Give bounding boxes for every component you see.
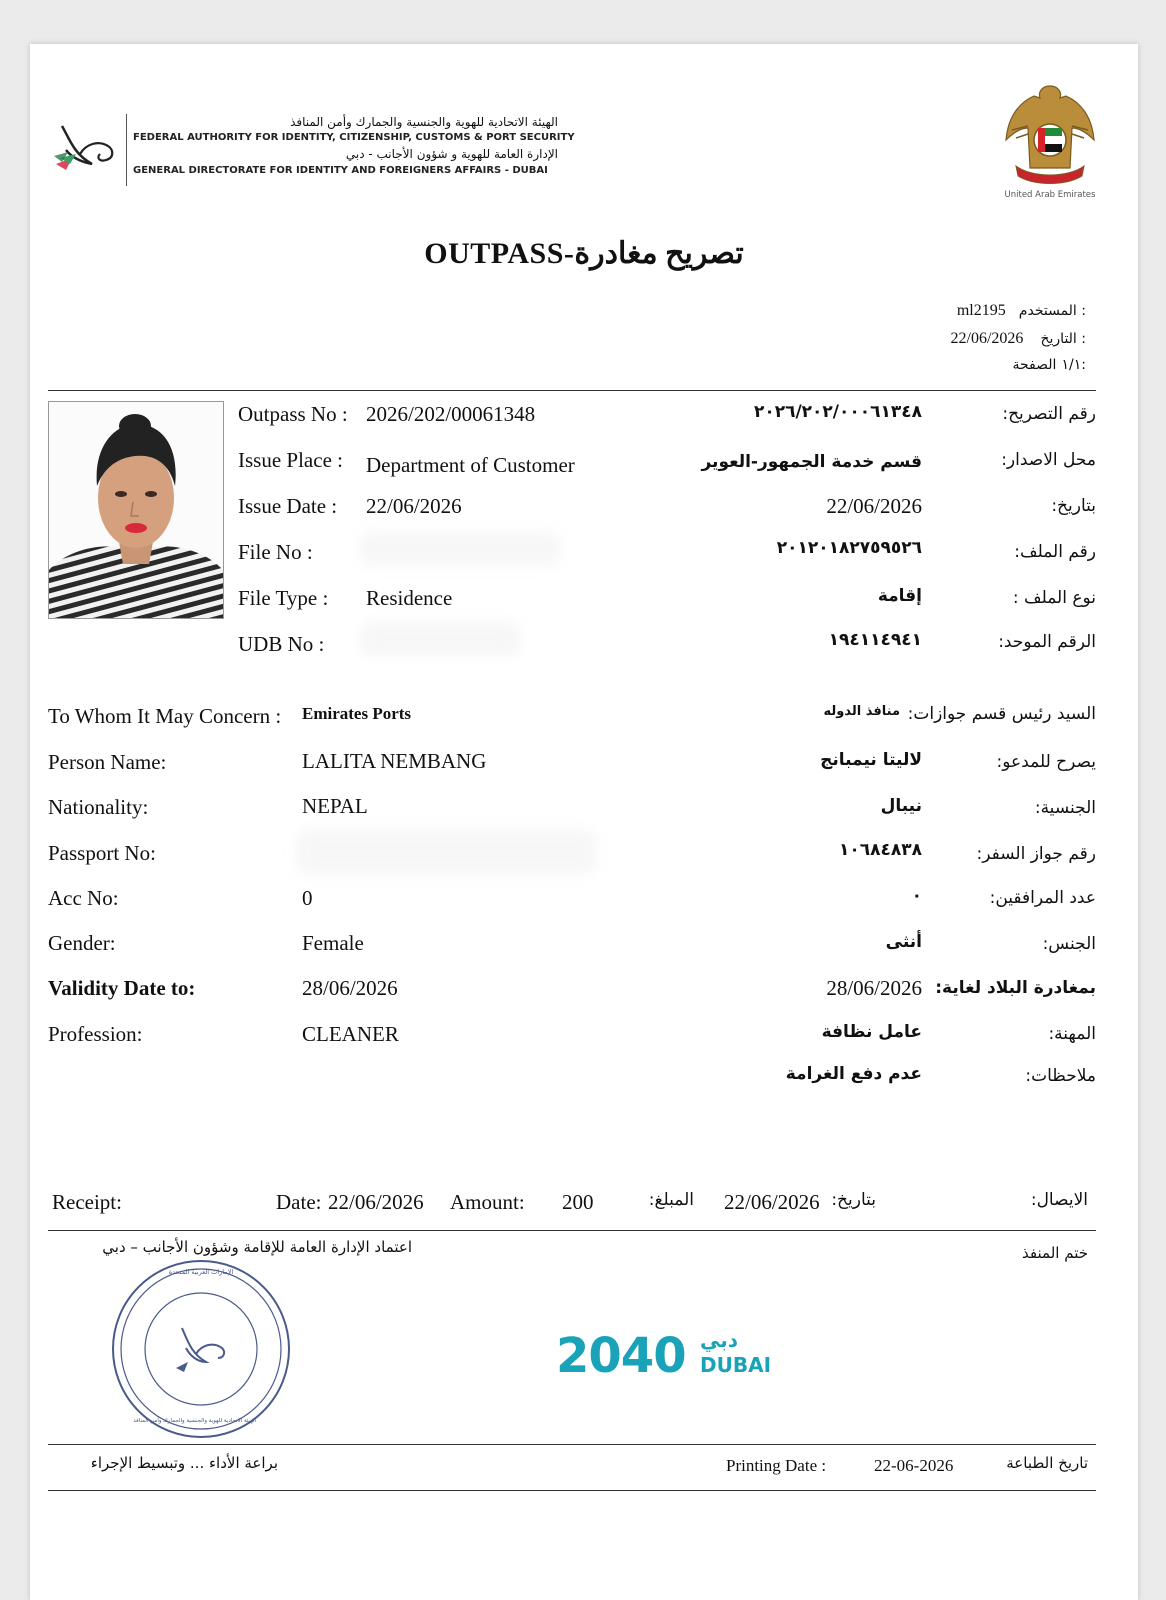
divider-footer-top <box>48 1444 1096 1445</box>
meta-page-value: ١/١ <box>1061 357 1082 373</box>
issue-date-value: 22/06/2026 <box>366 494 462 518</box>
authority-logo <box>52 114 122 178</box>
meta-date <box>886 328 1086 348</box>
gender-ar-value: أنثى <box>885 932 922 952</box>
person-name-label: Person Name: <box>48 750 167 774</box>
meta-page <box>886 354 1086 373</box>
issue-place-value: Department of Customer <box>366 453 575 477</box>
file-type-label: File Type : <box>238 586 329 610</box>
emblem-caption: United Arab Emirates <box>1004 190 1096 200</box>
authority-name-block <box>126 114 573 186</box>
receipt-date-ar-value: 22/06/2026 <box>724 1190 820 1214</box>
outpass-no-ar-value: ٢٠٢٦/٢٠٢/٠٠٠٦١٣٤٨ <box>753 402 922 422</box>
receipt-amount-ar: المبلغ: <box>648 1190 694 1210</box>
dubai-2040-number: 2040 <box>556 1328 686 1384</box>
dubai-logo-en: DUBAI <box>700 1353 772 1377</box>
udb-no-redaction <box>360 622 520 656</box>
passport-no-label: Passport No: <box>48 841 156 865</box>
outpass-no-ar-label: رقم التصريح: <box>1002 404 1096 424</box>
receipt-amount-label: Amount: <box>450 1190 525 1214</box>
meta-date-value: 22/06/2026 <box>950 330 1024 347</box>
udb-no-label: UDB No : <box>238 632 325 656</box>
receipt-date-label: Date: <box>276 1190 322 1214</box>
receipt-date-value: 22/06/2026 <box>328 1190 424 1214</box>
validity-date-label: Validity Date to: <box>48 976 196 1000</box>
remarks-ar-label: ملاحظات: <box>1025 1066 1096 1086</box>
document-title: OUTPASS-تصريح مغادرة <box>424 237 744 270</box>
nationality-label: Nationality: <box>48 795 149 819</box>
meta-user <box>886 300 1086 320</box>
concern-ar-value: منافذ الدوله <box>823 704 900 719</box>
issue-place-ar-label: محل الاصدار: <box>1001 450 1096 470</box>
meta-user-value: ml2195 <box>956 302 1006 319</box>
profession-ar-label: المهنة: <box>1048 1024 1096 1044</box>
meta-date-label: التاريخ : <box>1040 331 1086 347</box>
authority-name-en: FEDERAL AUTHORITY FOR IDENTITY, CITIZENSHIP, CUSTOMS & PORT SECURITY <box>133 132 575 143</box>
nationality-value: NEPAL <box>302 794 368 818</box>
person-name-ar-value: لاليتا نيمبانج <box>820 750 922 770</box>
validity-date-ar-label: بمغادرة البلاد لغاية: <box>935 978 1096 998</box>
gender-ar-label: الجنس: <box>1042 934 1096 954</box>
approval-text-ar: اعتماد الإدارة العامة للإقامة وشؤون الأجانب – دبي <box>102 1238 412 1256</box>
issue-date-ar-value: 22/06/2026 <box>826 494 922 518</box>
directorate-name-ar: الإدارة العامة للهوية و شؤون الأجانب - دبي <box>345 147 558 161</box>
concern-ar-label: السيد رئيس قسم جوازات: <box>907 704 1096 724</box>
printing-date-value: 22-06-2026 <box>874 1456 954 1475</box>
file-no-ar-label: رقم الملف: <box>1014 542 1096 562</box>
official-seal <box>110 1258 292 1440</box>
file-type-ar-value: إقامة <box>877 586 922 606</box>
uae-emblem <box>1002 82 1098 200</box>
outpass-document <box>30 44 1138 1600</box>
dubai-logo-ar: دبي <box>700 1328 739 1352</box>
printing-date-ar: تاريخ الطباعة <box>1006 1454 1088 1472</box>
nationality-ar-value: نيبال <box>880 796 922 816</box>
remarks-ar-value: عدم دفع الغرامة <box>785 1064 922 1084</box>
divider-footer-bottom <box>48 1490 1096 1491</box>
acc-no-label: Acc No: <box>48 886 119 910</box>
gender-label: Gender: <box>48 931 116 955</box>
gender-value: Female <box>302 931 364 955</box>
passport-no-redaction <box>296 830 596 874</box>
profession-ar-value: عامل نظافة <box>821 1022 922 1042</box>
profession-value: CLEANER <box>302 1022 399 1046</box>
outpass-no-value: 2026/202/00061348 <box>366 402 536 426</box>
meta-user-label: المستخدم : <box>1018 303 1086 319</box>
validity-date-value: 28/06/2026 <box>302 976 398 1000</box>
issue-date-ar-label: بتاريخ: <box>1051 496 1096 516</box>
concern-value: Emirates Ports <box>302 704 412 723</box>
divider-top <box>48 390 1096 391</box>
file-type-value: Residence <box>366 586 453 610</box>
receipt-date-ar: بتاريخ: <box>831 1190 876 1210</box>
acc-no-ar-value: ٠ <box>911 886 922 906</box>
passport-no-ar-value: ١٠٦٨٤٨٣٨ <box>838 840 922 860</box>
seal-ring-text: الهيئة الاتحادية للهوية والجنسية والجمارك وأمن المنافذ <box>133 1418 256 1424</box>
file-no-redaction <box>360 532 560 566</box>
udb-no-ar-label: الرقم الموحد: <box>998 632 1096 652</box>
udb-no-ar-value: ١٩٤١١٤٩٤١ <box>828 630 922 650</box>
directorate-name-en: GENERAL DIRECTORATE FOR IDENTITY AND FOREIGNERS AFFAIRS - DUBAI <box>133 165 548 176</box>
file-no-ar-value: ٢٠١٢٠١٨٢٧٥٩٥٢٦ <box>776 538 922 558</box>
validity-date-ar-value: 28/06/2026 <box>826 976 922 1000</box>
person-name-value: LALITA NEMBANG <box>302 749 487 773</box>
receipt-ar-label: الايصال: <box>1030 1190 1088 1210</box>
receipt-amount-value: 200 <box>562 1190 594 1214</box>
issue-date-label: Issue Date : <box>238 494 338 518</box>
profession-label: Profession: <box>48 1022 143 1046</box>
receipt-label: Receipt: <box>52 1190 122 1214</box>
acc-no-ar-label: عدد المرافقين: <box>989 888 1096 908</box>
issue-place-label: Issue Place : <box>238 448 343 472</box>
dubai-2040-logo <box>556 1328 786 1388</box>
nationality-ar-label: الجنسية: <box>1034 798 1096 818</box>
outpass-no-label: Outpass No : <box>238 402 348 426</box>
divider-receipt <box>48 1230 1096 1231</box>
applicant-photo <box>48 401 224 619</box>
issue-place-ar-value: قسم خدمة الجمهور-العوير <box>701 452 922 472</box>
port-stamp-label-ar: ختم المنفذ <box>1022 1244 1088 1262</box>
printing-date-label: Printing Date : <box>726 1456 827 1475</box>
seal-top-text: الإمارات العربية المتحدة <box>168 1268 234 1276</box>
person-name-ar-label: يصرح للمدعو: <box>996 752 1096 772</box>
passport-no-ar-label: رقم جواز السفر: <box>976 844 1096 864</box>
acc-no-value: 0 <box>302 886 313 910</box>
concern-label: To Whom It May Concern : <box>48 704 282 728</box>
slogan-ar: براعة الأداء ... وتبسيط الإجراء <box>90 1454 278 1472</box>
file-no-label: File No : <box>238 540 313 564</box>
authority-name-ar: الهيئة الاتحادية للهوية والجنسية والجمارك وأمن المنافذ <box>290 115 558 129</box>
meta-page-label: الصفحة: <box>1012 357 1086 373</box>
file-type-ar-label: نوع الملف : <box>1012 588 1096 608</box>
